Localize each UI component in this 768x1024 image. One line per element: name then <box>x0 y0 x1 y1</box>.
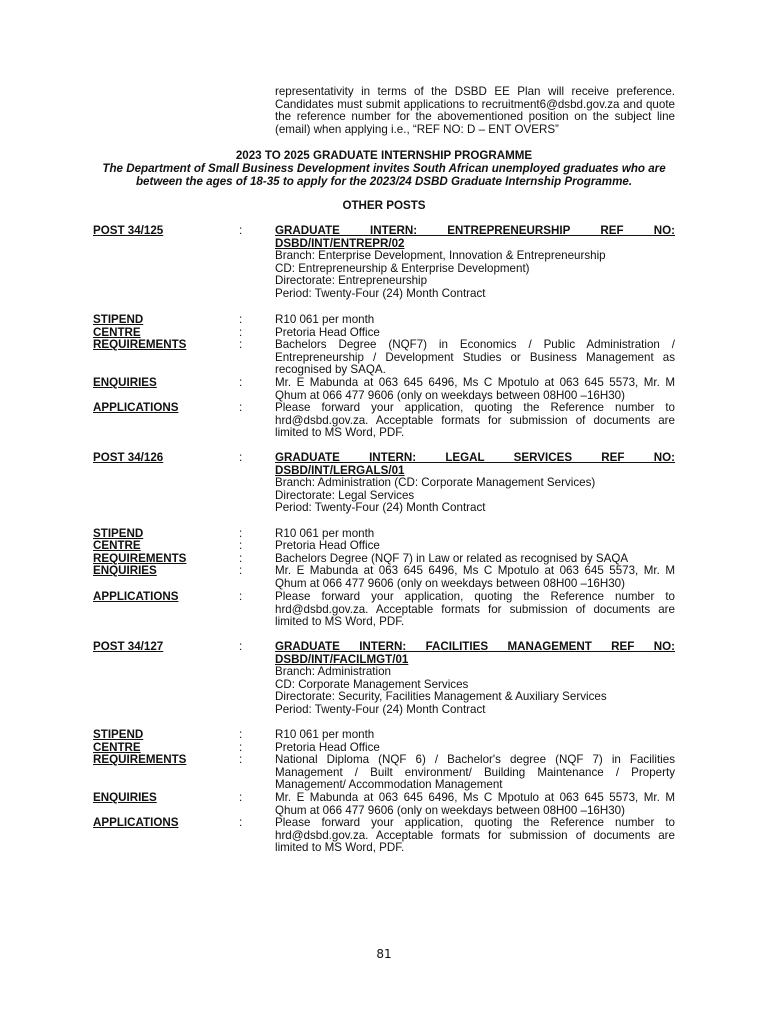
post-detail-line: Period: Twenty-Four (24) Month Contract <box>275 286 486 300</box>
enquiries-value: Mr. E Mabunda at 063 645 6496, Ms C Mpotulo at 063 645 5573, Mr. M Qhum at 066 477 9606 (only on weekdays between 08H00 –16H30) <box>275 564 675 590</box>
post-number: POST 34/126 <box>93 451 164 464</box>
post-number: POST 34/125 <box>93 224 164 237</box>
enquiries-label: ENQUIRIES <box>93 376 157 389</box>
colon: : <box>239 527 243 540</box>
centre-label: CENTRE <box>93 741 141 754</box>
page-number: 81 <box>376 947 392 961</box>
post-detail-line: CD: Entrepreneurship & Enterprise Development) <box>275 261 530 275</box>
post-details <box>275 641 675 717</box>
applications-label: APPLICATIONS <box>93 590 179 603</box>
colon: : <box>239 539 243 552</box>
colon: : <box>239 564 243 577</box>
colon: : <box>239 224 243 237</box>
post-detail-line: CD: Corporate Management Services <box>275 677 469 691</box>
requirements-value: Bachelors Degree (NQF 7) in Law or related as recognised by SAQA <box>275 552 629 565</box>
applications-label: APPLICATIONS <box>93 816 179 829</box>
programme-heading: 2023 TO 2025 GRADUATE INTERNSHIP PROGRAMME <box>235 149 533 162</box>
centre-value: Pretoria Head Office <box>275 741 380 754</box>
post-detail-line: Directorate: Legal Services <box>275 488 415 502</box>
post-detail-line: Branch: Enterprise Development, Innovation & Entrepreneurship <box>275 249 606 263</box>
post-title: GRADUATE INTERN: LEGAL SERVICES REF NO: DSBD/INT/LERGALS/01 <box>275 451 675 477</box>
colon: : <box>239 326 243 339</box>
post-title: GRADUATE INTERN: FACILITIES MANAGEMENT REF NO: DSBD/INT/FACILMGT/01 <box>275 640 675 666</box>
requirements-value: Bachelors Degree (NQF7) in Economics / Public Administration / Entrepreneurship / Development Studies or Business Management as recognised by SAQA. <box>275 338 675 377</box>
centre-label: CENTRE <box>93 326 141 339</box>
requirements-value: National Diploma (NQF 6) / Bachelor's degree (NQF 7) in Facilities Management / Built environment/ Building Maintenance / Property Management/ Accommodation Management <box>275 753 675 792</box>
stipend-value: R10 061 per month <box>275 313 375 326</box>
enquiries-label: ENQUIRIES <box>93 564 157 577</box>
colon: : <box>239 401 243 414</box>
colon: : <box>239 816 243 829</box>
centre-label: CENTRE <box>93 539 141 552</box>
post-details <box>275 452 675 515</box>
enquiries-label: ENQUIRIES <box>93 791 157 804</box>
post-detail-line: Branch: Administration (CD: Corporate Management Services) <box>275 476 596 490</box>
post-number: POST 34/127 <box>93 640 164 653</box>
post-title: GRADUATE INTERN: ENTREPRENEURSHIP REF NO: DSBD/INT/ENTREPR/02 <box>275 224 675 250</box>
programme-description-line-2: between the ages of 18-35 to apply for the 2023/24 DSBD Graduate Internship Programme. <box>135 175 633 188</box>
intro-paragraph: representativity in terms of the DSBD EE Plan will receive preference. Candidates must submit applications to recruitment6@dsbd.gov.za and quote the reference number for the abovementioned position on the subject line (email) when applying i.e., “REF NO: D – ENT OVERS” <box>275 85 675 136</box>
applications-value: Please forward your application, quoting the Reference number to hrd@dsbd.gov.za. Acceptable formats for submission of documents are limited to MS Word, PDF. <box>275 816 675 855</box>
requirements-label: REQUIREMENTS <box>93 552 187 565</box>
post-detail-line: Directorate: Security, Facilities Management & Auxiliary Services <box>275 690 607 704</box>
colon: : <box>239 791 243 804</box>
colon: : <box>239 753 243 766</box>
centre-value: Pretoria Head Office <box>275 539 380 552</box>
stipend-label: STIPEND <box>93 313 144 326</box>
applications-value: Please forward your application, quoting the Reference number to hrd@dsbd.gov.za. Acceptable formats for submission of documents are limited to MS Word, PDF. <box>275 401 675 440</box>
post-details <box>275 225 675 301</box>
post-detail-line: Branch: Administration <box>275 665 391 679</box>
stipend-value: R10 061 per month <box>275 728 375 741</box>
stipend-value: R10 061 per month <box>275 527 375 540</box>
colon: : <box>239 552 243 565</box>
requirements-label: REQUIREMENTS <box>93 338 187 351</box>
colon: : <box>239 313 243 326</box>
enquiries-value: Mr. E Mabunda at 063 645 6496, Ms C Mpotulo at 063 645 5573, Mr. M Qhum at 066 477 9606 (only on weekdays between 08H00 –16H30) <box>275 791 675 817</box>
colon: : <box>239 640 243 653</box>
stipend-label: STIPEND <box>93 728 144 741</box>
colon: : <box>239 590 243 603</box>
programme-description-line-1: The Department of Small Business Development invites South African unemployed graduates who are <box>102 162 666 175</box>
enquiries-value: Mr. E Mabunda at 063 645 6496, Ms C Mpotulo at 063 645 5573, Mr. M Qhum at 066 477 9606 (only on weekdays between 08H00 –16H30) <box>275 376 675 402</box>
applications-value: Please forward your application, quoting the Reference number to hrd@dsbd.gov.za. Acceptable formats for submission of documents are limited to MS Word, PDF. <box>275 590 675 629</box>
post-detail-line: Period: Twenty-Four (24) Month Contract <box>275 501 486 515</box>
requirements-label: REQUIREMENTS <box>93 753 187 766</box>
colon: : <box>239 338 243 351</box>
post-detail-line: Period: Twenty-Four (24) Month Contract <box>275 702 486 716</box>
colon: : <box>239 728 243 741</box>
colon: : <box>239 376 243 389</box>
post-detail-line: Directorate: Entrepreneurship <box>275 274 428 288</box>
applications-label: APPLICATIONS <box>93 401 179 414</box>
centre-value: Pretoria Head Office <box>275 326 380 339</box>
other-posts-heading: OTHER POSTS <box>342 199 426 212</box>
colon: : <box>239 451 243 464</box>
stipend-label: STIPEND <box>93 527 144 540</box>
colon: : <box>239 741 243 754</box>
